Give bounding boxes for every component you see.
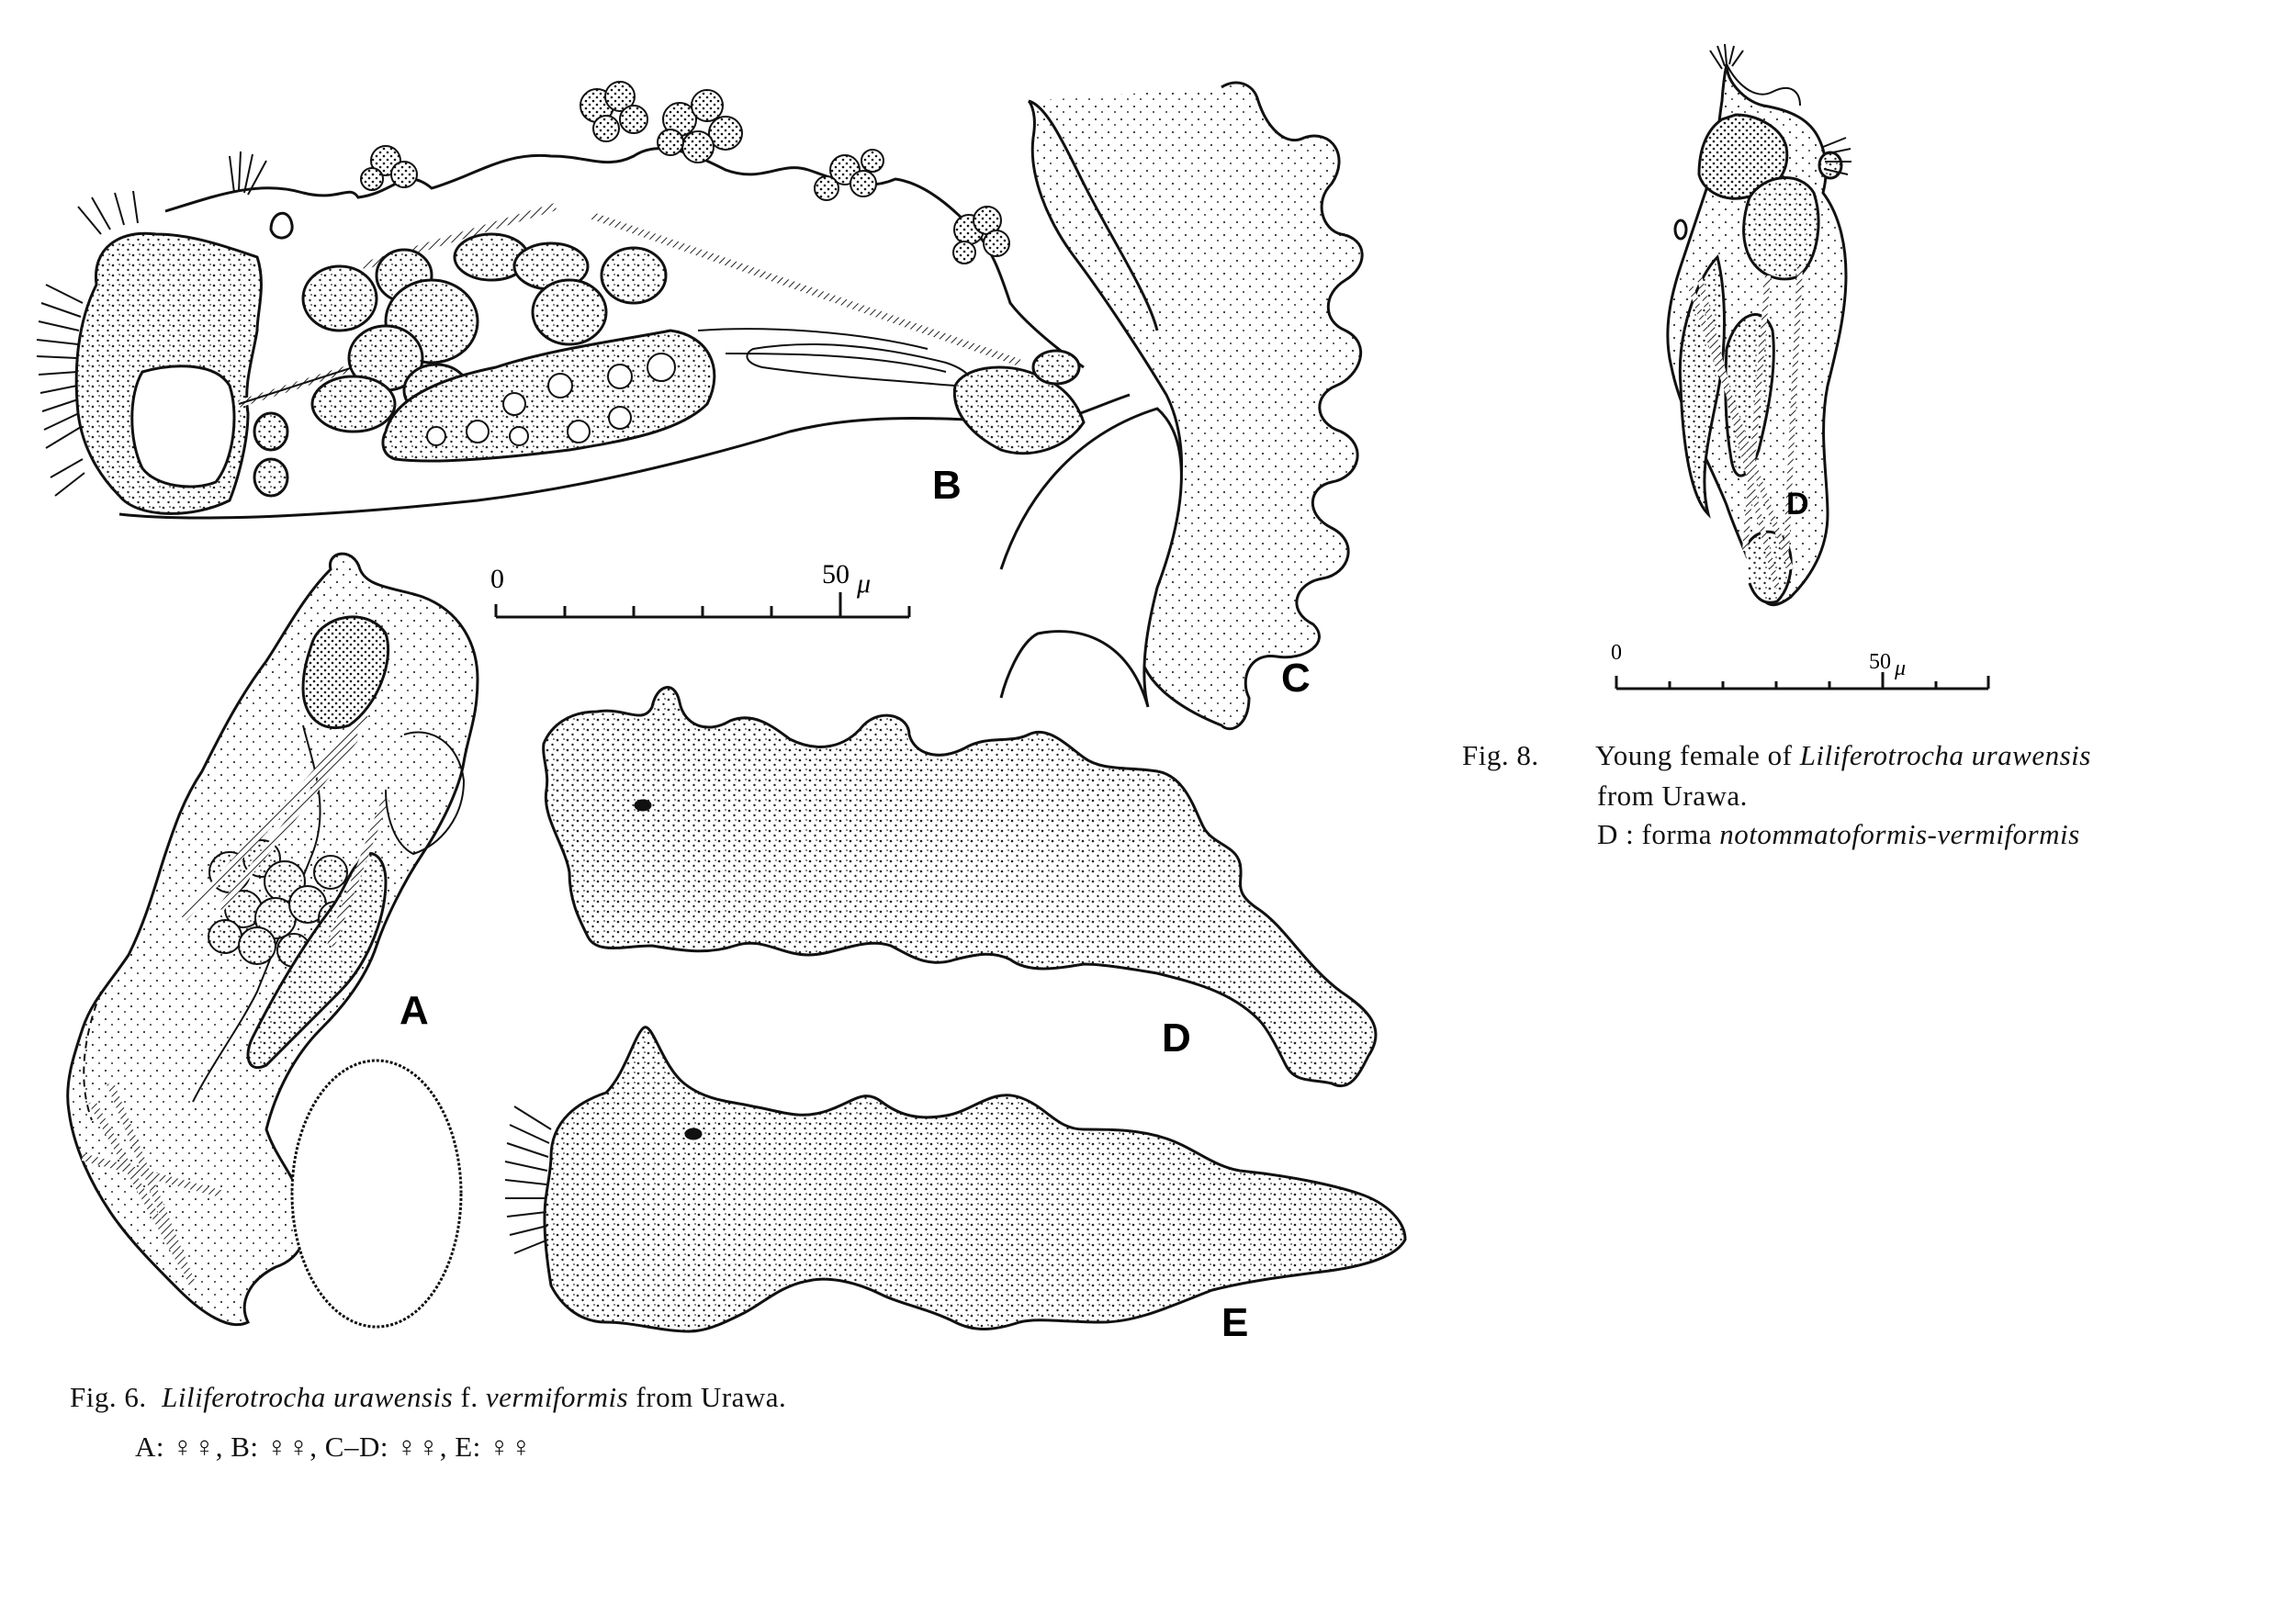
fig6-scale-bar	[496, 592, 909, 617]
fig8-caption-form-label: D : forma	[1597, 818, 1713, 850]
fig6-caption-form: vermiformis	[485, 1381, 629, 1413]
fig6-sex-b-label: B:	[231, 1431, 259, 1463]
fig6-label-d: D	[1162, 1016, 1191, 1061]
fig6-label-a: A	[400, 988, 429, 1033]
fig6-label-b: B	[932, 463, 962, 508]
fig6-panel-d-drawing	[544, 688, 1376, 1086]
fig6-sex-e-label: E:	[455, 1431, 481, 1463]
fig8-caption-form: notommatoformis-vermiformis	[1719, 818, 2080, 850]
fig6-label-e: E	[1221, 1300, 1249, 1345]
fig6-sex-a-label: A:	[135, 1431, 164, 1463]
fig6-label-c: C	[1281, 656, 1311, 701]
fig8-scale-bar	[1616, 672, 1988, 689]
fig6-sex-a-symbol: ♀♀	[172, 1431, 216, 1463]
fig8-caption-label: Fig. 8.	[1462, 739, 1539, 771]
fig6-caption-locality: from Urawa.	[636, 1381, 787, 1413]
fig8-caption-locality: from Urawa.	[1597, 780, 1748, 812]
fig8-drawing	[1668, 44, 1851, 605]
fig8-scale-unit: μ	[1895, 657, 1907, 680]
fig8-scale-zero: 0	[1611, 641, 1622, 665]
fig6-sex-e-symbol: ♀♀	[489, 1431, 533, 1463]
fig6-caption-species: Liliferotrocha urawensis	[162, 1381, 454, 1413]
fig6-scale-unit: μ	[857, 568, 872, 599]
fig8-scale-fifty: 50	[1869, 650, 1891, 674]
fig6-sex-b-symbol: ♀♀	[265, 1431, 310, 1463]
fig6-sex-line: A: ♀♀, B: ♀♀, C–D: ♀♀, E: ♀♀	[135, 1431, 533, 1463]
fig6-caption-f: f.	[460, 1381, 478, 1413]
fig6-panel-a-drawing	[68, 554, 478, 1327]
fig8-caption-form-line	[1597, 816, 2080, 853]
fig6-sex-cd-label: C–D:	[324, 1431, 388, 1463]
fig6-panel-b-drawing	[37, 82, 1130, 518]
fig6-scale-fifty: 50	[822, 559, 850, 589]
fig8-caption-prefix: Young female of	[1595, 739, 1793, 771]
fig8-caption	[1462, 737, 2091, 774]
fig6-sex-cd-symbol: ♀♀	[396, 1431, 440, 1463]
fig8-label-d: D	[1786, 487, 1809, 522]
fig6-caption	[70, 1379, 786, 1416]
fig6-panel-e-drawing	[505, 1027, 1405, 1331]
fig8-caption-species: Liliferotrocha urawensis	[1799, 739, 2091, 771]
fig6-scale-zero: 0	[490, 564, 504, 594]
fig6-caption-label: Fig. 6.	[70, 1381, 147, 1413]
